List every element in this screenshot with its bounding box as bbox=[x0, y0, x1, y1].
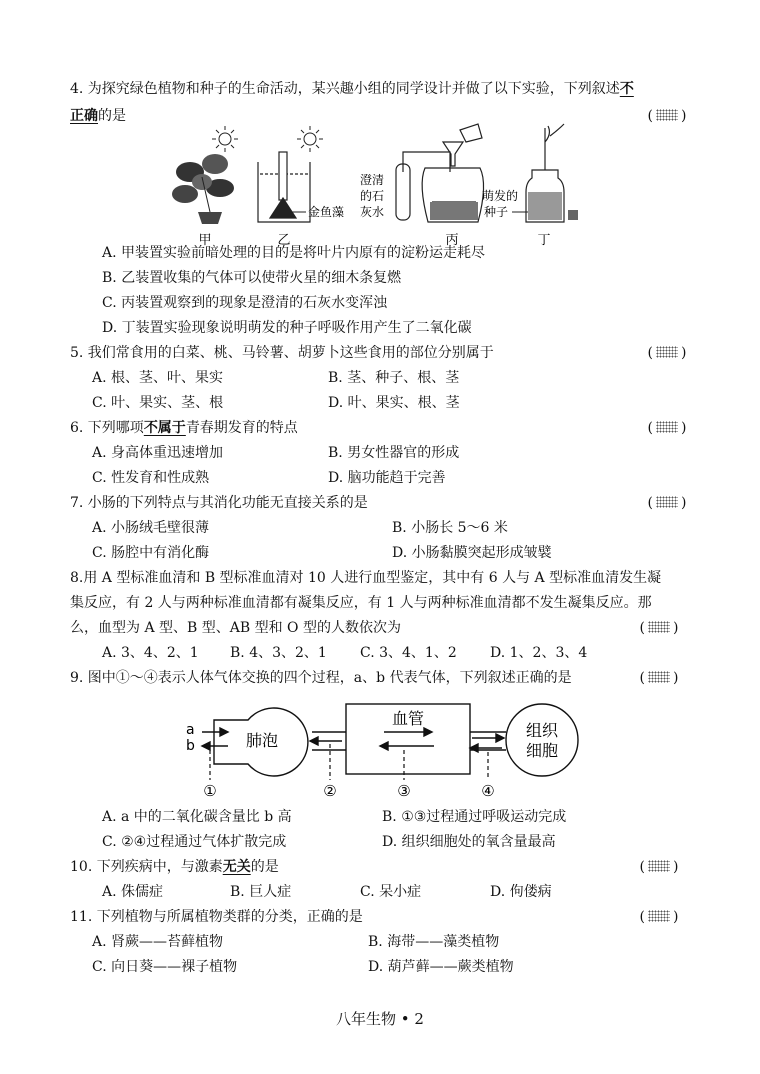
q9-option-c[interactable]: C. ②④过程通过气体扩散完成 bbox=[102, 834, 287, 850]
q11-stem: 11. 下列植物与所属植物类群的分类，正确的是 bbox=[70, 909, 363, 925]
q9-option-b[interactable]: B. ①③过程通过呼吸运动完成 bbox=[382, 809, 567, 825]
q6-option-a[interactable]: A. 身高体重迅速增加 bbox=[92, 445, 224, 461]
label-mengfa-1: 萌发的 bbox=[482, 189, 519, 203]
bracket-close: ) bbox=[673, 620, 679, 636]
q5-answer-bracket[interactable] bbox=[642, 344, 692, 362]
q11-option-a[interactable]: A. 肾蕨——苔藓植物 bbox=[92, 934, 224, 950]
q4-answer-bracket[interactable] bbox=[642, 107, 692, 125]
q8-option-a[interactable]: A. 3、4、2、1 bbox=[102, 645, 199, 661]
bracket-close: ) bbox=[681, 345, 687, 361]
q5-stem: 5. 我们常食用的白菜、桃、马铃薯、胡萝卜这些食用的部位分别属于 bbox=[70, 345, 494, 361]
answer-blank bbox=[648, 671, 670, 683]
q6-option-d[interactable]: D. 脑功能趋于完善 bbox=[328, 470, 446, 486]
q7-stem: 7. 小肠的下列特点与其消化功能无直接关系的是 bbox=[70, 495, 368, 511]
sun-icon bbox=[212, 126, 238, 152]
bracket-open: ( bbox=[639, 859, 645, 875]
label-mengfa-2: 种子 bbox=[484, 205, 509, 219]
answer-blank bbox=[656, 109, 678, 121]
label-b: b bbox=[186, 738, 195, 754]
bracket-close: ) bbox=[673, 909, 679, 925]
answer-blank bbox=[648, 621, 670, 633]
q6-stem-prefix: 6. 下列哪项 bbox=[70, 420, 144, 436]
q10-stem bbox=[70, 858, 279, 876]
q5-option-a[interactable]: A. 根、茎、叶、果实 bbox=[92, 370, 224, 386]
q7-option-a[interactable]: A. 小肠绒毛壁很薄 bbox=[92, 520, 210, 536]
q5-option-d[interactable]: D. 叶、果实、根、茎 bbox=[328, 395, 460, 411]
q11-option-d[interactable]: D. 葫芦藓——蕨类植物 bbox=[368, 959, 514, 975]
label-feipao: 肺泡 bbox=[245, 731, 279, 750]
q4-experiment-figure bbox=[160, 122, 600, 247]
answer-blank bbox=[656, 421, 678, 433]
bracket-close: ) bbox=[673, 670, 679, 686]
label-chengqing-1: 澄清 bbox=[360, 173, 385, 187]
bracket-close: ) bbox=[673, 859, 679, 875]
bracket-close: ) bbox=[681, 420, 687, 436]
q5-option-c[interactable]: C. 叶、果实、茎、根 bbox=[92, 395, 224, 411]
q4-stem-suffix: 的是 bbox=[98, 108, 126, 124]
q5-option-b[interactable]: B. 茎、种子、根、茎 bbox=[328, 370, 460, 386]
answer-blank bbox=[648, 910, 670, 922]
q9-option-d[interactable]: D. 组织细胞处的氧含量最高 bbox=[382, 834, 556, 850]
label-jinyuzao: 金鱼藻 bbox=[308, 205, 345, 219]
q4-option-a[interactable]: A. 甲装置实验前暗处理的目的是将叶片内原有的淀粉运走耗尽 bbox=[102, 245, 486, 261]
q6-emphasis: 不属于 bbox=[143, 420, 186, 436]
label-n2: ② bbox=[323, 782, 337, 800]
label-n1: ① bbox=[203, 782, 217, 800]
q4-option-b[interactable]: B. 乙装置收集的气体可以使带火星的细木条复燃 bbox=[102, 270, 402, 286]
bracket-open: ( bbox=[639, 670, 645, 686]
bracket-open: ( bbox=[647, 420, 653, 436]
q4-option-d[interactable]: D. 丁装置实验现象说明萌发的种子呼吸作用产生了二氧化碳 bbox=[102, 320, 472, 336]
label-bing: 丙 bbox=[445, 233, 459, 247]
q8-option-d[interactable]: D. 1、2、3、4 bbox=[490, 645, 588, 661]
bracket-close: ) bbox=[681, 108, 687, 124]
q10-option-a[interactable]: A. 侏儒症 bbox=[102, 884, 164, 900]
q9-option-a[interactable]: A. a 中的二氧化碳含量比 b 高 bbox=[102, 809, 292, 825]
q7-option-b[interactable]: B. 小肠长 5～6 米 bbox=[392, 520, 508, 536]
q7-option-d[interactable]: D. 小肠黏膜突起形成皱襞 bbox=[392, 545, 552, 561]
seed-jar-icon bbox=[526, 124, 578, 222]
label-chengqing-3: 灰水 bbox=[360, 205, 385, 219]
q11-option-c[interactable]: C. 向日葵——裸子植物 bbox=[92, 959, 238, 975]
tissue-cell-circle bbox=[506, 704, 578, 776]
bracket-open: ( bbox=[647, 108, 653, 124]
q6-option-b[interactable]: B. 男女性器官的形成 bbox=[328, 445, 460, 461]
bracket-close: ) bbox=[681, 495, 687, 511]
q9-answer-bracket[interactable] bbox=[634, 669, 684, 687]
q8-answer-bracket[interactable] bbox=[634, 619, 684, 637]
q10-emphasis: 无关 bbox=[222, 859, 251, 875]
q8-stem-line3: 么，血型为 A 型、B 型、AB 型和 O 型的人数依次为 bbox=[70, 620, 401, 636]
label-chengqing-2: 的石 bbox=[360, 189, 385, 203]
q9-stem: 9. 图中①～④表示人体气体交换的四个过程，a、b 代表气体，下列叙述正确的是 bbox=[70, 670, 572, 686]
answer-blank bbox=[648, 860, 670, 872]
sun-icon bbox=[297, 126, 323, 152]
q6-answer-bracket[interactable] bbox=[642, 419, 692, 437]
q4-stem-line2 bbox=[70, 107, 126, 125]
q10-stem-prefix: 10. 下列疾病中，与激素 bbox=[70, 859, 223, 875]
bracket-open: ( bbox=[647, 495, 653, 511]
answer-blank bbox=[656, 346, 678, 358]
q6-stem-suffix: 青春期发育的特点 bbox=[185, 420, 298, 436]
q10-stem-suffix: 的是 bbox=[250, 859, 279, 875]
label-yi: 乙 bbox=[277, 233, 291, 247]
potted-plant-icon bbox=[172, 154, 234, 224]
q7-option-c[interactable]: C. 肠腔中有消化酶 bbox=[92, 545, 210, 561]
q10-answer-bracket[interactable] bbox=[634, 858, 684, 876]
label-zuzhi: 组织 bbox=[525, 721, 559, 740]
label-ding: 丁 bbox=[537, 233, 551, 247]
q4-option-c[interactable]: C. 丙装置观察到的现象是澄清的石灰水变浑浊 bbox=[102, 295, 388, 311]
q11-answer-bracket[interactable] bbox=[634, 908, 684, 926]
q4-stem-text: 4. 为探究绿色植物和种子的生命活动，某兴趣小组的同学设计并做了以下实验，下列叙述 bbox=[70, 81, 620, 97]
label-jia: 甲 bbox=[198, 233, 212, 247]
bracket-open: ( bbox=[639, 909, 645, 925]
q6-stem bbox=[70, 419, 298, 437]
q9-gas-exchange-diagram bbox=[170, 694, 590, 802]
lime-water-apparatus-icon bbox=[396, 124, 484, 222]
label-xueguan: 血管 bbox=[391, 709, 425, 728]
q4-emphasis-2: 正确 bbox=[70, 108, 98, 124]
bracket-open: ( bbox=[647, 345, 653, 361]
label-n4: ④ bbox=[481, 782, 495, 800]
label-a: a bbox=[186, 722, 195, 738]
q4-emphasis: 不 bbox=[619, 81, 634, 97]
label-xibao: 细胞 bbox=[525, 741, 559, 760]
q6-option-c[interactable]: C. 性发育和性成熟 bbox=[92, 470, 210, 486]
q7-answer-bracket[interactable] bbox=[642, 494, 692, 512]
q4-stem-line1 bbox=[70, 80, 634, 98]
answer-blank bbox=[656, 496, 678, 508]
page-footer: 八年生物 • 2 bbox=[336, 1010, 424, 1028]
label-n3: ③ bbox=[397, 782, 411, 800]
bracket-open: ( bbox=[639, 620, 645, 636]
q10-option-d[interactable]: D. 佝偻病 bbox=[490, 884, 552, 900]
q11-option-b[interactable]: B. 海带——藻类植物 bbox=[368, 934, 500, 950]
q8-stem-line1: 8.用 A 型标准血清和 B 型标准血清对 10 人进行血型鉴定，其中有 6 人与 A 型标准血清发生凝 bbox=[70, 570, 662, 586]
q8-option-c[interactable]: C. 3、4、1、2 bbox=[360, 645, 457, 661]
q10-option-b[interactable]: B. 巨人症 bbox=[230, 884, 292, 900]
q8-option-b[interactable]: B. 4、3、2、1 bbox=[230, 645, 327, 661]
q8-stem-line2: 集反应，有 2 人与两种标准血清都有凝集反应，有 1 人与两种标准血清都不发生凝集反应。那 bbox=[70, 595, 652, 611]
q10-option-c[interactable]: C. 呆小症 bbox=[360, 884, 422, 900]
